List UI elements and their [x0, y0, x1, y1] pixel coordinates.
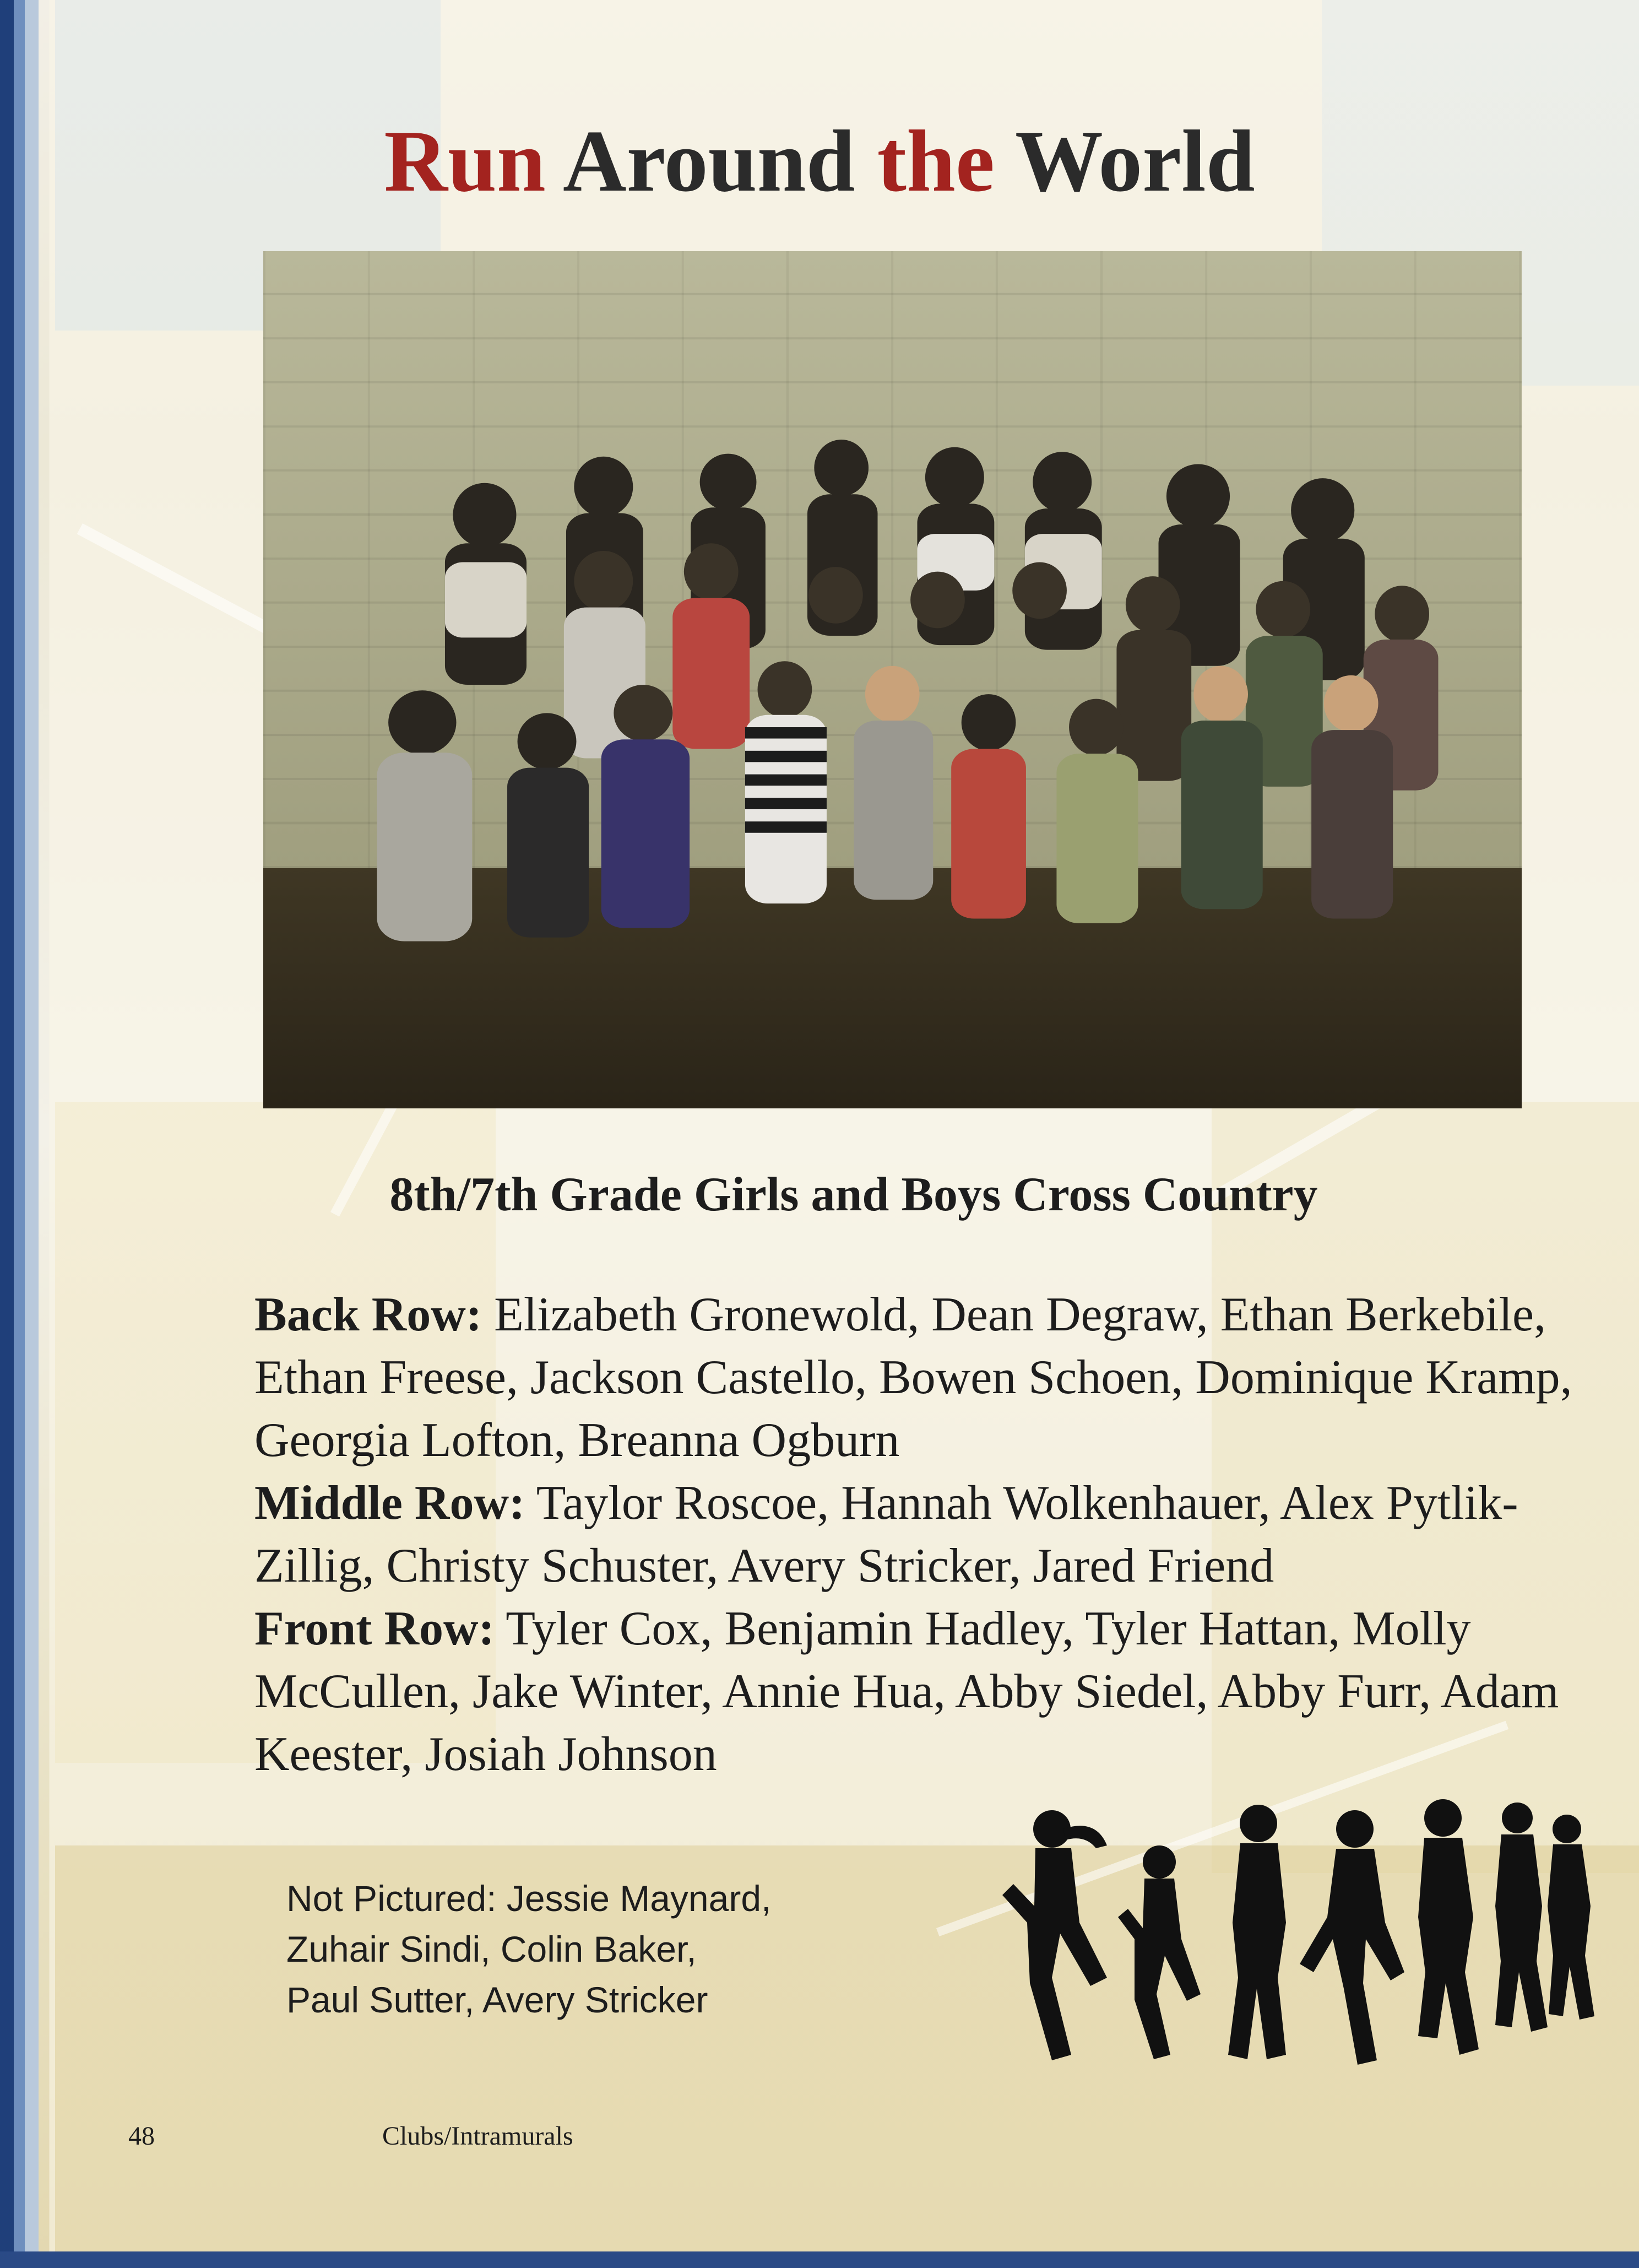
title-word: Run — [384, 112, 546, 210]
not-pictured-line: Zuhair Sindi, Colin Baker, — [286, 1929, 697, 1969]
back-row-names: Elizabeth Gronewold, Dean Degraw, Ethan Berkebile, Ethan Freese, Jackson Castello, Bowen Schoen, Dominique Kramp, Georgia Lofton, Breanna Ogburn — [254, 1288, 1572, 1467]
roster-caption — [254, 1284, 1587, 1786]
middle-row-label: Middle Row: — [254, 1476, 525, 1530]
not-pictured-note — [286, 1873, 1002, 2025]
runners-silhouette-icon — [969, 1796, 1597, 2148]
front-row-names: Tyler Cox, Benjamin Hadley, Tyler Hattan, Molly McCullen, Jake Winter, Annie Hua, Abby Siedel, Abby Furr, Adam Keester, Josiah Johnson — [254, 1602, 1559, 1781]
front-row-label: Front Row: — [254, 1602, 495, 1655]
back-row-label: Back Row: — [254, 1288, 482, 1341]
title-word: World — [1015, 112, 1255, 210]
title-word: Around — [563, 112, 855, 210]
not-pictured-line: Paul Sutter, Avery Stricker — [286, 1979, 708, 2020]
not-pictured-line: Not Pictured: Jessie Maynard, — [286, 1878, 772, 1919]
section-label: Clubs/Intramurals — [382, 2121, 573, 2151]
page-number: 48 — [128, 2121, 155, 2151]
book-spine-edge — [0, 0, 39, 2268]
page-bottom-edge — [0, 2251, 1639, 2268]
team-photo — [263, 251, 1522, 1108]
students-group-icon — [326, 440, 1459, 1005]
middle-row-names: Taylor Roscoe, Hannah Wolkenhauer, Alex Pytlik-Zillig, Christy Schuster, Avery Stricker, Jared Friend — [254, 1476, 1518, 1593]
title-word: the — [877, 112, 995, 210]
page-title — [0, 110, 1639, 212]
caption-heading: 8th/7th Grade Girls and Boys Cross Country — [389, 1168, 1318, 1221]
